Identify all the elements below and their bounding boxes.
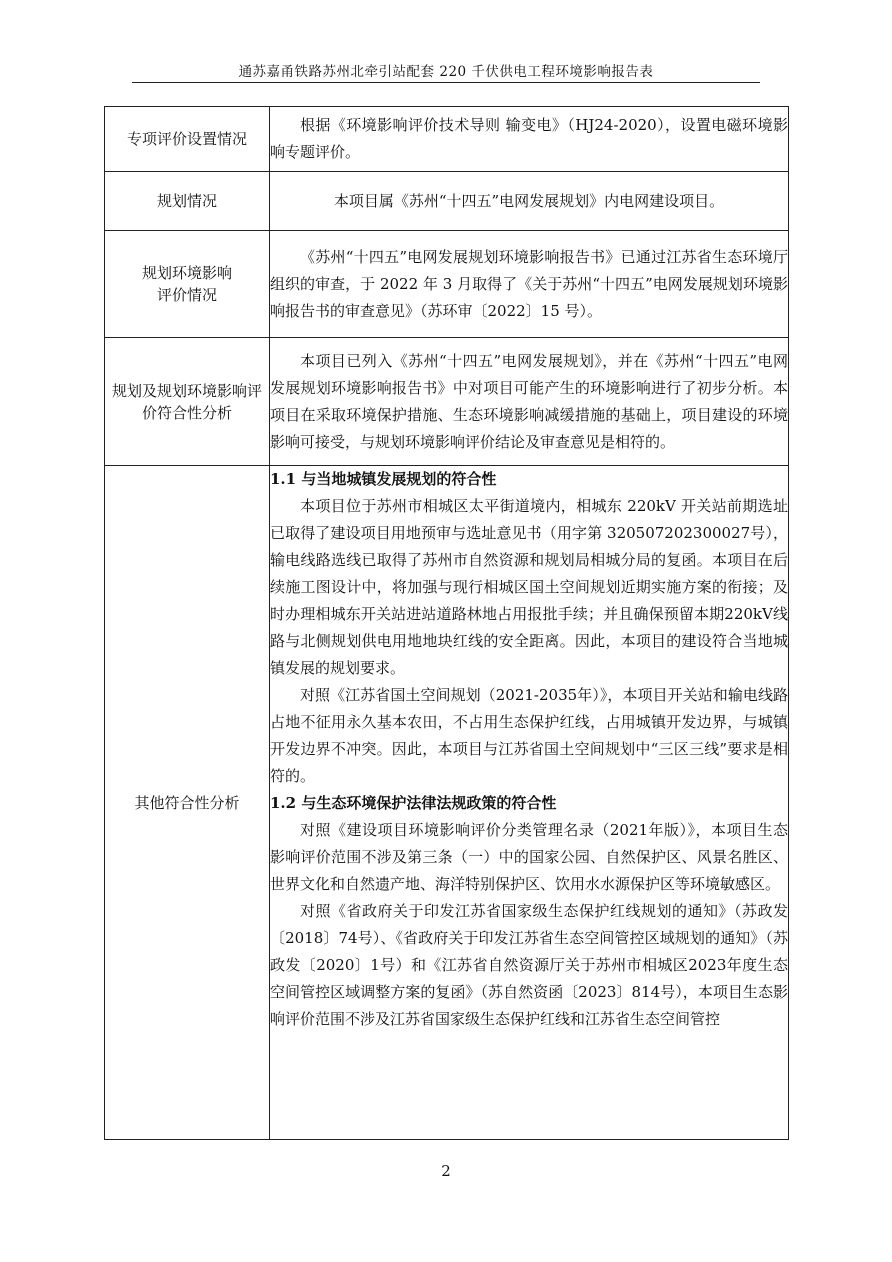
page-number: 2 bbox=[441, 1162, 451, 1180]
paragraph: 本项目属《苏州“十四五”电网发展规划》内电网建设项目。 bbox=[333, 191, 725, 210]
row-label-conformity bbox=[105, 338, 270, 466]
table-row bbox=[105, 107, 789, 172]
paragraph: 对照《建设项目环境影响评价分类管理名录（2021年版）》，本项目生态影响评价范围不涉及第三条（一）中的国家公园、自然保护区、风景名胜区、世界文化和自然遗产地、海洋特别保护区、饮用水水源保护区等环境敏感区。 bbox=[270, 821, 788, 893]
row-content-conformity bbox=[270, 338, 789, 466]
row-content-special-assessment bbox=[270, 107, 789, 172]
assessment-table bbox=[104, 106, 789, 1140]
paragraph: 对照《省政府关于印发江苏省国家级生态保护红线规划的通知》（苏政发〔2018〕74号）、《省政府关于印发江苏省生态空间管控区域规划的通知》（苏政发〔2020〕1号）和《江苏省自然资源厅关于苏州市相城区2023年度生态空间管控区域调整方案的复函》（苏自然资函〔2023〕814号），本项目生态影响评价范围不涉及江苏省国家级生态保护红线和江苏省生态空间管控 bbox=[270, 902, 788, 1028]
table-row bbox=[105, 338, 789, 466]
row-label-planning-eia bbox=[105, 231, 270, 338]
paragraph: 对照《江苏省国土空间规划（2021-2035年）》，本项目开关站和输电线路占地不征用永久基本农田，不占用生态保护红线，占用城镇开发边界，与城镇开发边界不冲突。因此，本项目与江苏省国土空间规划中“三区三线”要求是相符的。 bbox=[270, 686, 788, 785]
row-content-other-conformity bbox=[270, 466, 789, 1140]
paragraph: 根据《环境影响评价技术导则 输变电》（HJ24-2020），设置电磁环境影响专题评价。 bbox=[270, 116, 788, 161]
paragraph: 本项目位于苏州市相城区太平街道境内，相城东 220kV 开关站前期选址已取得了建设项目用地预审与选址意见书（用字第 320507202300027号），输电线路选线已取得了苏州市自然资源和规划局相城分局的复函。本项目在后续施工图设计中，将加强与现行相城区国土空间规划近期实施方案的衔接；及时办理相城东开关站进站道路林地占用报批手续；并且确保预留本期220kV线路与北侧规划供电用地地块红线的安全距离。因此，本项目的建设符合当地城镇发展的规划要求。 bbox=[270, 497, 788, 677]
paragraph: 本项目已列入《苏州“十四五”电网发展规划》，并在《苏州“十四五”电网发展规划环境影响报告书》中对项目可能产生的环境影响进行了初步分析。本项目在采取环境保护措施、生态环境影响减缓措施的基础上，项目建设的环境影响可接受，与规划环境影响评价结论及审查意见是相符的。 bbox=[270, 351, 788, 451]
section-heading: 1.2 与生态环境保护法律法规政策的符合性 bbox=[270, 794, 557, 812]
paragraph: 《苏州“十四五”电网发展规划环境影响报告书》已通过江苏省生态环境厅组织的审查，于 2022 年 3 月取得了《关于苏州“十四五”电网发展规划环境影响报告书的审查意见》（苏环审〔2022〕15 号）。 bbox=[270, 247, 788, 320]
row-label-other-conformity: 其他符合性分析 bbox=[105, 466, 270, 1140]
label-line: 评价情况 bbox=[156, 286, 217, 304]
row-content-planning-eia bbox=[270, 231, 789, 338]
section-heading: 1.1 与当地城镇发展规划的符合性 bbox=[270, 470, 497, 488]
row-label-planning: 规划情况 bbox=[105, 172, 270, 231]
row-label-special-assessment: 专项评价设置情况 bbox=[105, 107, 270, 172]
label-line: 规划环境影响 bbox=[141, 264, 232, 282]
table-row bbox=[105, 466, 789, 1140]
header-rule bbox=[132, 82, 760, 83]
table-row bbox=[105, 231, 789, 338]
label-line: 规划及规划环境影响评 bbox=[111, 381, 262, 400]
label-line: 价符合性分析 bbox=[141, 403, 232, 422]
report-header-title: 通苏嘉甬铁路苏州北牵引站配套 220 千伏供电工程环境影响报告表 bbox=[238, 64, 654, 80]
row-content-planning bbox=[270, 172, 789, 231]
table-row bbox=[105, 172, 789, 231]
